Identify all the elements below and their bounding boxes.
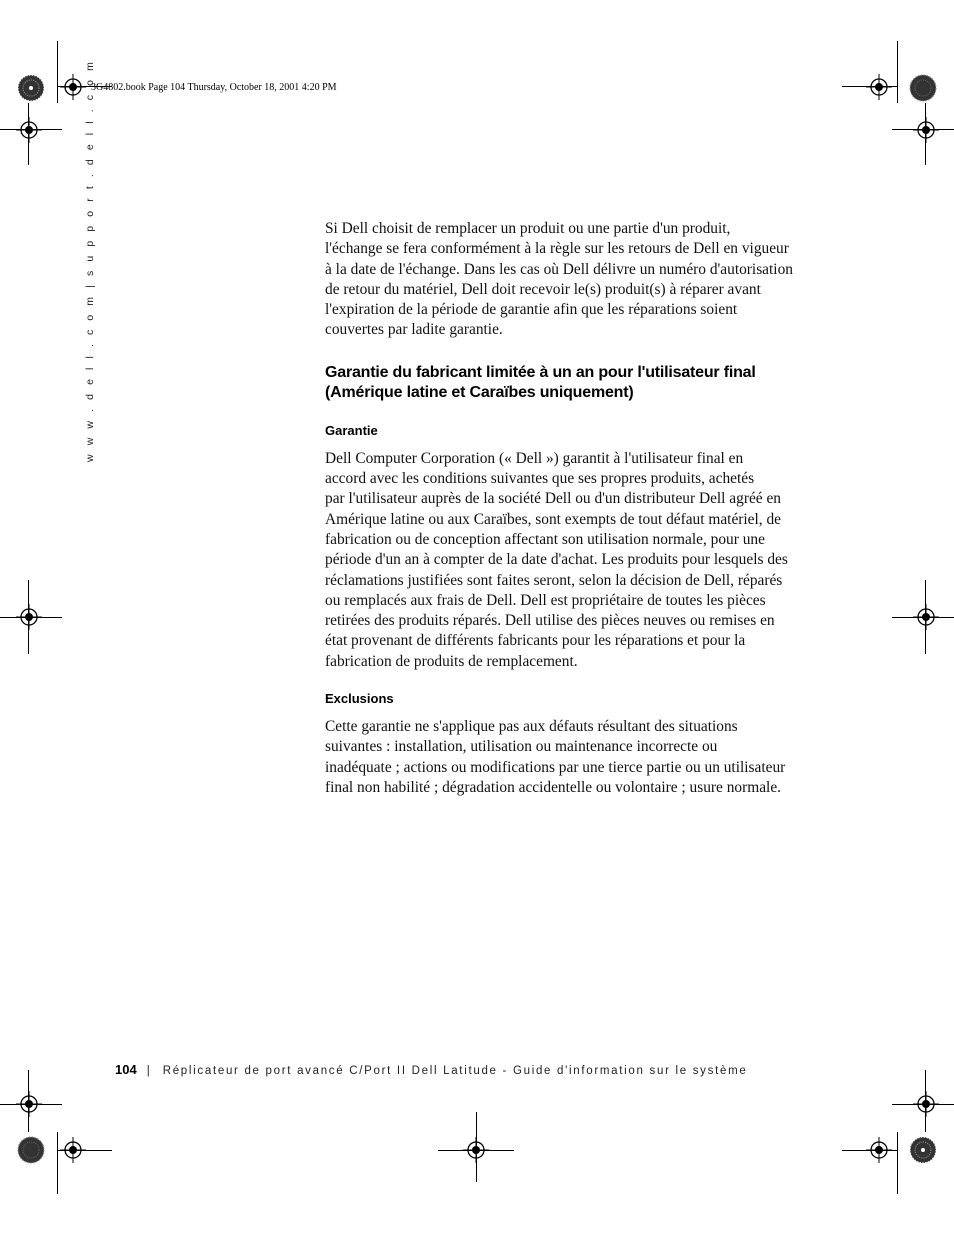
sidebar-url: w w w . d e l l . c o m | s u p p o r t . d e l l . c o m: [84, 59, 96, 462]
star-target-icon: [17, 1136, 45, 1164]
text-line: Cette garantie ne s'applique pas aux défauts résultant des situations: [325, 718, 738, 736]
footer-title: Réplicateur de port avancé C/Port II Dell Latitude - Guide d'information sur le système: [162, 1065, 748, 1077]
section-heading: [325, 363, 817, 403]
registration-mark-icon: [463, 1137, 489, 1163]
registration-mark-icon: [913, 117, 939, 143]
exclusions-paragraph: [325, 717, 817, 798]
text-line: fabrication ou de conception affectant son utilisation normale, pour une: [325, 530, 765, 548]
text-line: couvertes par ladite garantie.: [325, 321, 503, 339]
text-line: période d'un an à compter de la date d'achat. Les produits pour lesquels des: [325, 551, 788, 569]
crop-line: [57, 41, 58, 103]
crop-line: [897, 1132, 898, 1194]
text-line: Amérique latine ou aux Caraïbes, sont exempts de tout défaut matériel, de: [325, 510, 782, 528]
crop-line: [897, 41, 898, 103]
text-line: l'échange se fera conformément à la règle sur les retours de Dell en vigueur: [325, 240, 789, 258]
text-line: de retour du matériel, Dell doit recevoir le(s) produit(s) à réparer avant: [325, 280, 761, 298]
text-line: Si Dell choisit de remplacer un produit ou une partie d'un produit,: [325, 220, 731, 237]
text-line: Dell Computer Corporation (« Dell ») garantit à l'utilisateur final en: [325, 449, 744, 467]
text-line: retirées des produits réparés. Dell utilise des pièces neuves ou remises en: [325, 612, 775, 630]
exclusions-heading: Exclusions: [325, 691, 394, 707]
text-line: accord avec les conditions suivantes que ses propres produits, achetés: [325, 470, 755, 488]
text-line: état provenant de différents fabricants pour les réparations et pour la: [325, 632, 746, 650]
page-footer: [115, 1062, 747, 1077]
page-number: 104: [115, 1062, 137, 1077]
text-line: suivantes : installation, utilisation ou maintenance incorrecte ou: [325, 738, 718, 756]
warranty-paragraph: [325, 449, 817, 672]
main-content: [325, 219, 817, 798]
text-line: final non habilité ; dégradation accidentelle ou volontaire ; usure normale.: [325, 778, 782, 796]
registration-mark-icon: [60, 1137, 86, 1163]
heading-line: Garantie du fabricant limitée à un an pour l'utilisateur final: [325, 363, 756, 381]
intro-paragraph: [325, 219, 817, 341]
text-line: l'expiration de la période de garantie afin que les réparations soient: [325, 301, 738, 319]
registration-mark-icon: [913, 1091, 939, 1117]
star-target-icon: [909, 1136, 937, 1164]
crop-line: [57, 1132, 58, 1194]
registration-mark-icon: [16, 117, 42, 143]
text-line: par l'utilisateur auprès de la société Dell ou d'un distributeur Dell agréé en: [325, 490, 781, 508]
text-line: fabrication de produits de remplacement.: [325, 652, 578, 670]
heading-line: (Amérique latine et Caraïbes uniquement): [325, 383, 634, 401]
text-line: ou remplacés aux frais de Dell. Dell est propriétaire de toutes les pièces: [325, 591, 766, 609]
registration-mark-icon: [866, 74, 892, 100]
text-line: à la date de l'échange. Dans les cas où Dell délivre un numéro d'autorisation: [325, 260, 793, 278]
book-info-slug: 3G4802.book Page 104 Thursday, October 18, 2001 4:20 PM: [91, 82, 337, 93]
footer-separator: |: [146, 1065, 150, 1077]
warranty-heading: Garantie: [325, 422, 378, 438]
registration-mark-icon: [16, 1091, 42, 1117]
star-target-icon: [909, 74, 937, 102]
text-line: inadéquate ; actions ou modifications par une tierce partie ou un utilisateur: [325, 758, 786, 776]
registration-mark-icon: [866, 1137, 892, 1163]
star-target-icon: [17, 74, 45, 102]
registration-mark-icon: [913, 604, 939, 630]
registration-mark-icon: [60, 74, 86, 100]
registration-mark-icon: [16, 604, 42, 630]
text-line: réclamations justifiées sont faites seront, selon la décision de Dell, réparés: [325, 571, 783, 589]
